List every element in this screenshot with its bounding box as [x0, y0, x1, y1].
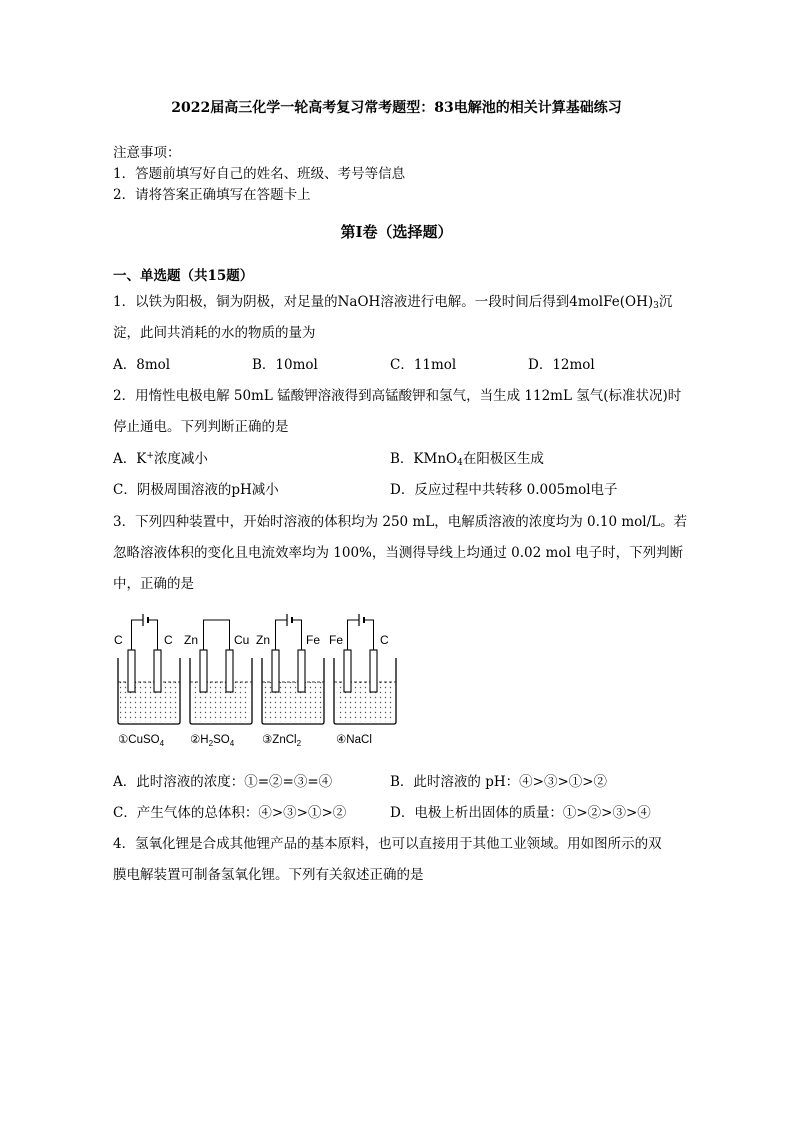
- device-4-right-electrode: [370, 650, 377, 692]
- device-3: [256, 614, 324, 748]
- electrolysis-devices-figure: [108, 600, 398, 752]
- q1-option-c: C．11mol: [390, 357, 457, 373]
- note-item-2: 2．请将答案正确填写在答题卡上: [113, 187, 311, 203]
- q1-option-b: B．10mol: [252, 357, 318, 373]
- q4-stem-line1: 4．氢氧化锂是合成其他锂产品的基本原料，也可以直接用于其他工业领域。用如图所示的双: [113, 836, 662, 852]
- device-3-left-label: Zn: [256, 633, 271, 647]
- device-2-wire: [204, 620, 230, 650]
- device-2-right-label: Cu: [234, 633, 250, 647]
- note-item-1: 1．答题前填写好自己的姓名、班级、考号等信息: [113, 166, 406, 182]
- device-1: [114, 614, 180, 748]
- device-1-caption: ①CuSO$_4$: [118, 734, 165, 748]
- q3-stem-line1: 3．下列四种装置中，开始时溶液的体积均为 250 mL，电解质溶液的浓度均为 0.10 mol/L。若: [113, 514, 688, 530]
- q3-stem-line2: 忽略溶液体积的变化且电流效率均为 100%，当测得导线上均通过 0.02 mol 电子时，下列判断: [113, 545, 684, 561]
- device-2-right-electrode: [226, 650, 233, 692]
- device-2: [184, 620, 252, 748]
- q2-option-a: A．K+浓度减小: [113, 451, 208, 467]
- q3-option-a: A．此时溶液的浓度：①=②=③=④: [113, 774, 333, 790]
- device-3-right-label: Fe: [306, 633, 321, 647]
- q1-option-a: A．8mol: [113, 357, 171, 373]
- q3-option-c: C．产生气体的总体积：④>③>①>②: [113, 805, 347, 821]
- device-4-left-electrode: [344, 650, 351, 692]
- section1-heading: 一、单选题（共15题）: [113, 268, 254, 284]
- q3-stem-line3: 中，正确的是: [113, 576, 194, 592]
- device-2-left-electrode: [200, 650, 207, 692]
- q1-option-d: D．12mol: [528, 357, 595, 373]
- device-4: [329, 614, 396, 746]
- q2-option-d: D．反应过程中共转移 0.005mol电子: [390, 482, 618, 498]
- document-title: 2022届高三化学一轮高考复习常考题型：83电解池的相关计算基础练习: [171, 100, 622, 116]
- device-4-left-label: Fe: [329, 633, 344, 647]
- q2-option-b: B．KMnO$_4$在阳极区生成: [390, 451, 544, 468]
- notes-heading: 注意事项：: [113, 145, 181, 161]
- q2-stem-line1: 2．用惰性电极电解 50mL 锰酸钾溶液得到高锰酸钾和氢气，当生成 112mL 氢气(标准状况)时: [113, 388, 682, 404]
- device-1-right-electrode: [154, 650, 161, 692]
- device-4-right-label: C: [380, 633, 389, 647]
- q4-stem-line2: 膜电解装置可制备氢氧化锂。下列有关叙述正确的是: [113, 867, 424, 883]
- q3-option-d: D．电极上析出固体的质量：①>②>③>④: [390, 805, 651, 821]
- device-4-caption: ④NaCl: [336, 734, 372, 746]
- q2-stem-line2: 停止通电。下列判断正确的是: [113, 419, 289, 435]
- q1-stem-line2: 淀，此间共消耗的水的物质的量为: [113, 325, 316, 341]
- device-2-left-label: Zn: [184, 633, 199, 647]
- part1-heading: 第I卷（选择题）: [340, 223, 453, 241]
- q2-option-c: C．阴极周围溶液的pH减小: [113, 482, 279, 498]
- device-1-right-label: C: [164, 633, 173, 647]
- device-2-caption: $②H_2SO_4$: [190, 734, 235, 748]
- device-1-left-label: C: [114, 633, 123, 647]
- device-3-right-electrode: [298, 650, 305, 692]
- device-3-left-electrode: [272, 650, 279, 692]
- q1-stem-line1: 1．以铁为阳极，铜为阴极，对足量的NaOH溶液进行电解。一段时间后得到$4molFe(OH)_3$沉: [113, 294, 673, 311]
- device-1-left-electrode: [128, 650, 135, 692]
- device-3-caption: ③ZnCl$_2$: [262, 734, 302, 748]
- q3-option-b: B．此时溶液的 pH：④>③>①>②: [390, 774, 608, 790]
